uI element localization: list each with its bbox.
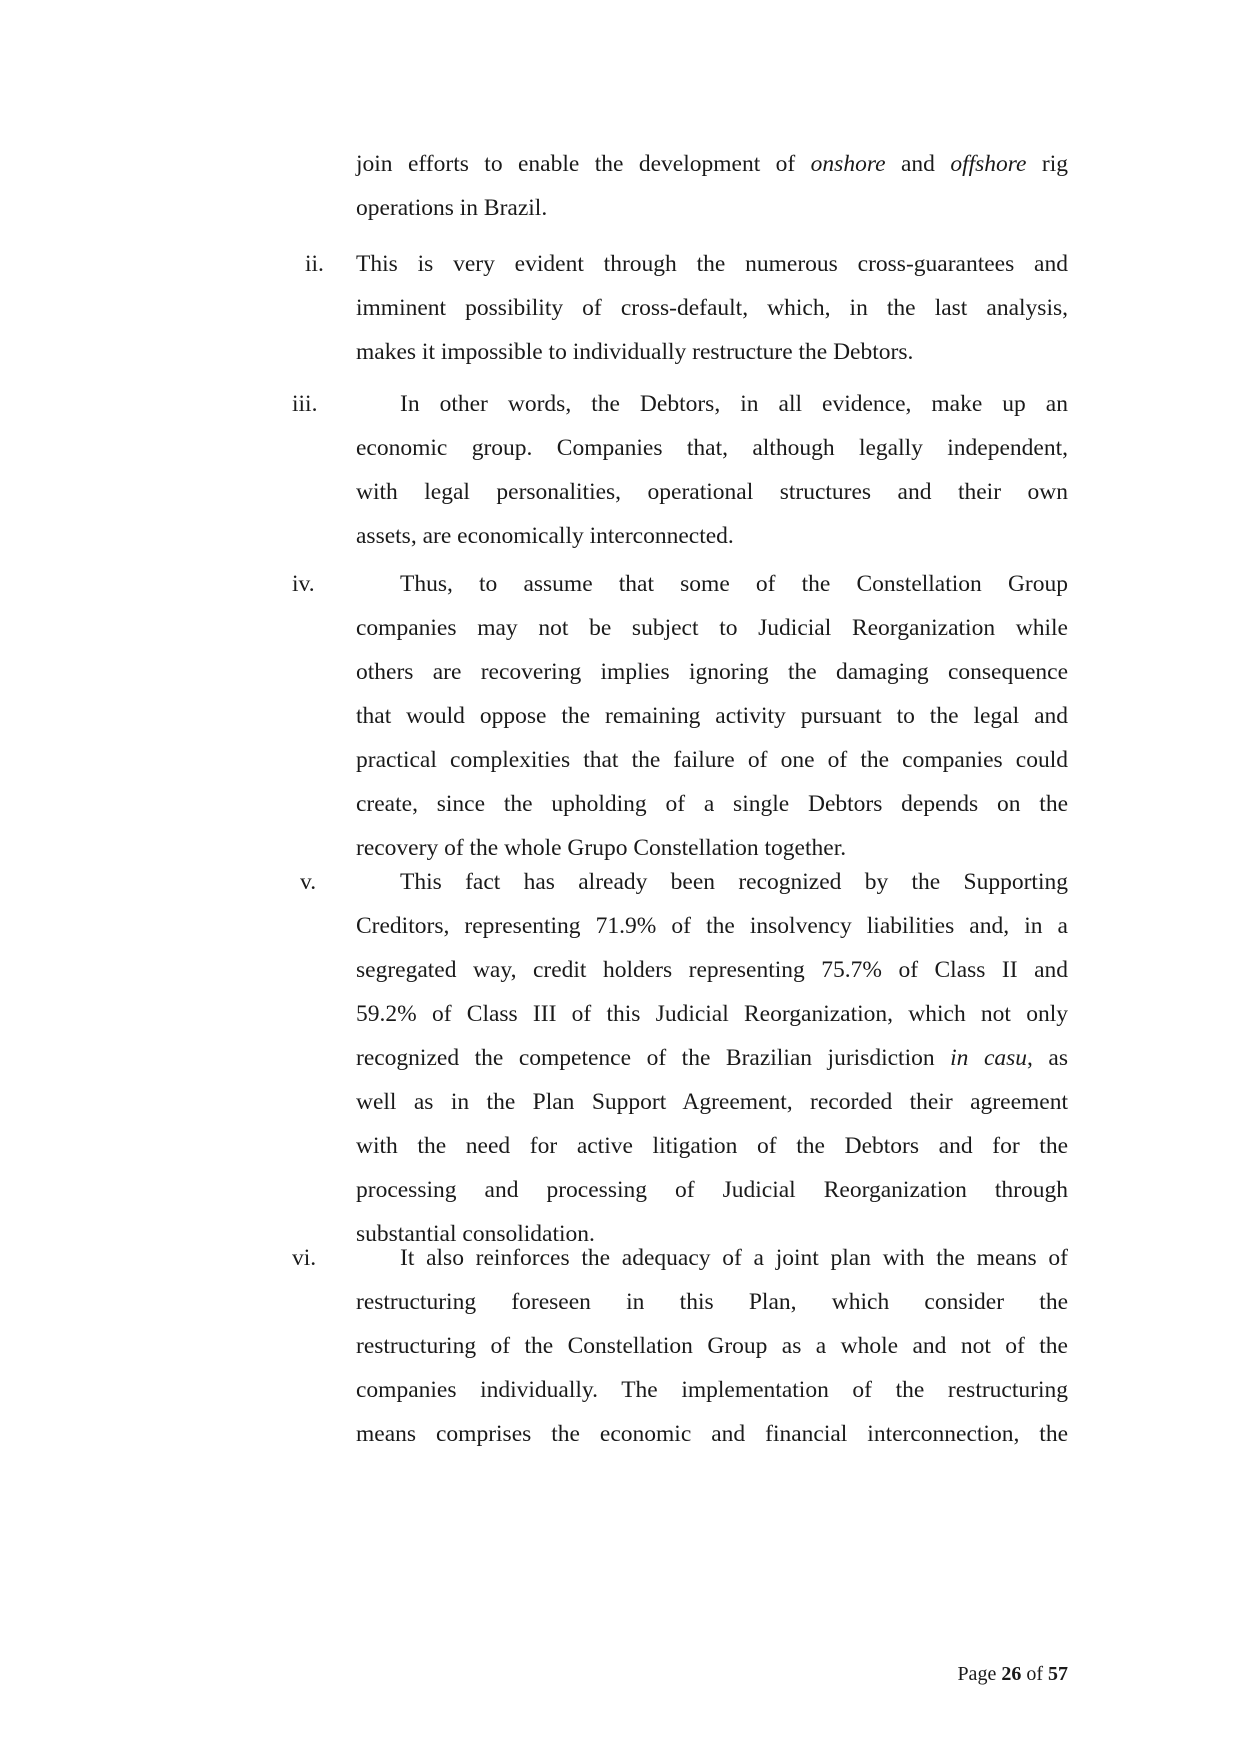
text-line: assets, are economically interconnected.: [356, 523, 734, 549]
text-line: processing and processing of Judicial Reorganization through: [356, 1177, 1068, 1203]
paragraph-iv: [356, 562, 1068, 870]
text-line: means comprises the economic and financial interconnection, the: [356, 1421, 1068, 1447]
text-line: Thus, to assume that some of the Constellation Group: [400, 571, 1068, 597]
text-line: well as in the Plan Support Agreement, recorded their agreement: [356, 1089, 1068, 1115]
text-line: that would oppose the remaining activity pursuant to the legal and: [356, 703, 1068, 729]
intro-paragraph: [356, 142, 1068, 230]
text-line: practical complexities that the failure of one of the companies could: [356, 747, 1068, 773]
page-label: Page: [957, 1663, 997, 1685]
text-line: companies may not be subject to Judicial Reorganization while: [356, 615, 1068, 641]
text-line: segregated way, credit holders representing 75.7% of Class II and: [356, 957, 1068, 983]
text-line: It also reinforces the adequacy of a joint plan with the means of: [400, 1245, 1068, 1271]
page-footer: [957, 1660, 1068, 1688]
text-line: create, since the upholding of a single Debtors depends on the: [356, 791, 1068, 817]
of-label: of: [1026, 1663, 1043, 1685]
page-total: 57: [1048, 1663, 1068, 1685]
list-marker: v.: [300, 869, 317, 895]
list-marker: ii.: [305, 251, 324, 277]
text-line: This is very evident through the numerous cross-guarantees and: [356, 251, 1068, 277]
list-marker: vi.: [292, 1245, 317, 1271]
text-line: Creditors, representing 71.9% of the insolvency liabilities and, in a: [356, 913, 1068, 939]
text-line: join efforts to enable the development of onshore and offshore rig: [356, 151, 1069, 177]
text-line: recognized the competence of the Brazilian jurisdiction in casu, as: [356, 1045, 1069, 1071]
text-line: with the need for active litigation of the Debtors and for the: [356, 1133, 1068, 1159]
paragraph-ii: [356, 242, 1068, 374]
page-number: 26: [1001, 1663, 1022, 1685]
text-line: companies individually. The implementation of the restructuring: [356, 1377, 1068, 1403]
paragraph-vi: [356, 1236, 1068, 1456]
text-line: substantial consolidation.: [356, 1221, 595, 1247]
text-line: makes it impossible to individually restructure the Debtors.: [356, 339, 914, 365]
text-line: imminent possibility of cross-default, which, in the last analysis,: [356, 295, 1068, 321]
text-line: with legal personalities, operational structures and their own: [356, 479, 1068, 505]
text-line: others are recovering implies ignoring the damaging consequence: [356, 659, 1068, 685]
text-line: restructuring foreseen in this Plan, which consider the: [356, 1289, 1068, 1315]
text-line: 59.2% of Class III of this Judicial Reorganization, which not only: [356, 1001, 1068, 1027]
paragraph-v: [356, 860, 1068, 1256]
list-marker: iii.: [292, 391, 318, 417]
text-line: operations in Brazil.: [356, 195, 548, 221]
paragraph-iii: [356, 382, 1068, 558]
text-line: In other words, the Debtors, in all evidence, make up an: [400, 391, 1068, 417]
text-line: restructuring of the Constellation Group as a whole and not of the: [356, 1333, 1068, 1359]
list-marker: iv.: [292, 571, 315, 597]
text-line: recovery of the whole Grupo Constellation together.: [356, 835, 847, 861]
text-line: This fact has already been recognized by the Supporting: [400, 869, 1068, 895]
text-line: economic group. Companies that, although legally independent,: [356, 435, 1068, 461]
